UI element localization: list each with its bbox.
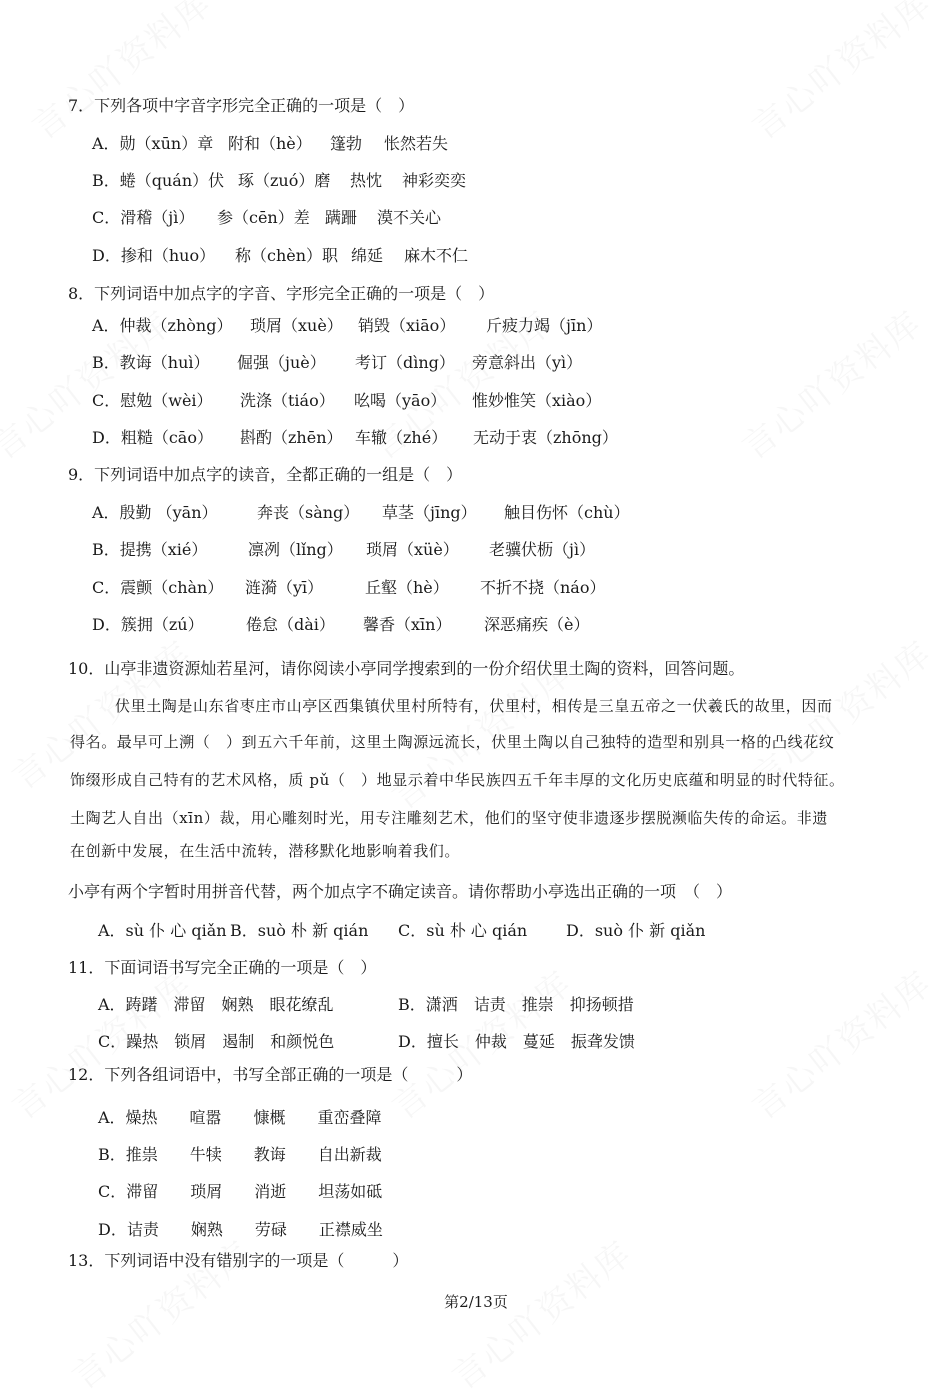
question-7-option-a[interactable]: A．勋（xūn）章 附和（hè） 篷勃 怅然若失: [92, 134, 449, 153]
question-11-option-a[interactable]: A．踌躇 滞留 娴熟 眼花缭乱: [98, 995, 334, 1014]
question-11-option-d[interactable]: D．擅长 仲裁 蔓延 振聋发馈: [398, 1032, 635, 1051]
question-11-option-b[interactable]: B．潇洒 诘责 推崇 抑扬顿措: [398, 995, 634, 1014]
question-10-options: [98, 921, 705, 941]
question-10-option-d[interactable]: D．suò 仆 新 qiǎn: [566, 921, 706, 940]
question-11-stem: 11．下面词语书写完全正确的一项是（ ）: [68, 958, 377, 977]
question-9-stem: 9．下列词语中加点字的读音，全都正确的一组是（ ）: [68, 465, 463, 484]
passage-line-3: 饰缀形成自己特有的艺术风格，质 pǔ（ ）地显示着中华民族四五千年丰厚的文化历史底蕴和明显的时代特征。: [70, 771, 845, 789]
question-8-option-c[interactable]: C．慰勉（wèi） 洗涤（tiáo） 吆喝（yāo） 惟妙惟笑（xiào）: [92, 391, 602, 410]
question-8-option-b[interactable]: B．教诲（huì） 倔强（juè） 考订（dìng） 旁意斜出（yì）: [92, 353, 583, 372]
question-7-option-c[interactable]: C．滑稽（jì） 参（cēn）差 蹒跚 漠不关心: [92, 208, 442, 227]
question-11-option-c[interactable]: C．躁热 锁屑 遏制 和颜悦色: [98, 1032, 335, 1051]
question-11-options-row-2: [98, 1032, 635, 1052]
passage-line-4: 土陶艺人自出（xīn）裁，用心雕刻时光，用专注雕刻艺术，他们的坚守使非遗逐步摆脱濒临失传的命运。非遗: [70, 809, 828, 827]
question-13-stem: 13．下列词语中没有错别字的一项是（ ）: [68, 1251, 409, 1270]
question-7-stem: 7．下列各项中字音字形完全正确的一项是（ ）: [68, 96, 415, 115]
page-number: 第2/13页: [444, 1293, 508, 1311]
question-12-option-c[interactable]: C．滞留 琐屑 消逝 坦荡如砥: [98, 1182, 383, 1201]
question-8-stem: 8．下列词语中加点字的字音、字形完全正确的一项是（ ）: [68, 284, 495, 303]
question-9-option-c[interactable]: C．震颤（chàn） 涟漪（yī） 丘壑（hè） 不折不挠（náo）: [92, 578, 606, 597]
question-9-option-d[interactable]: D．簇拥（zú） 倦怠（dài） 馨香（xīn） 深恶痛疾（è）: [92, 615, 590, 634]
question-10-option-b[interactable]: B．suò 朴 新 qián: [230, 921, 369, 940]
question-11-options-row-1: [98, 995, 634, 1015]
question-10-option-c[interactable]: C．sù 朴 心 qián: [398, 921, 528, 940]
question-10-sub-stem: 小亭有两个字暂时用拼音代替，两个加点字不确定读音。请你帮助小亭选出正确的一项 （ ）: [68, 882, 733, 901]
question-12-option-d[interactable]: D．诘责 娴熟 劳碌 正襟威坐: [98, 1220, 383, 1239]
passage-line-5: 在创新中发展，在生活中流转，潜移默化地影响着我们。: [70, 842, 461, 860]
question-7-option-b[interactable]: B．蜷（quán）伏 琢（zuó）磨 热忱 神彩奕奕: [92, 171, 467, 190]
question-8-option-a[interactable]: A．仲裁（zhòng） 琐屑（xuè） 销毁（xiāo） 斤疲力竭（jīn）: [92, 316, 603, 335]
question-7-option-d[interactable]: D．掺和（huo） 称（chèn）职 绵延 麻木不仁: [92, 246, 469, 265]
passage-line-1: 伏里土陶是山东省枣庄市山亭区西集镇伏里村所特有，伏里村，相传是三皇五帝之一伏羲氏的故里，因而: [115, 697, 833, 715]
question-8-option-d[interactable]: D．粗糙（cāo） 斟酌（zhēn） 车辙（zhé） 无动于衷（zhōng）: [92, 428, 618, 447]
question-12-option-b[interactable]: B．推祟 牛犊 教诲 自出新裁: [98, 1145, 382, 1164]
question-9-option-b[interactable]: B．提携（xié） 凛冽（lǐng） 琐屑（xüè） 老骥伏枥（jì）: [92, 540, 596, 559]
question-9-option-a[interactable]: A．殷勤 （yān） 奔丧（sàng） 草茎（jīng） 触目伤怀（chù）: [92, 503, 630, 522]
question-12-stem: 12．下列各组词语中，书写全部正确的一项是（ ）: [68, 1065, 473, 1084]
passage-line-2: 得名。最早可上溯（ ）到五六千年前，这里土陶源远流长，伏里土陶以自己独特的造型和别具一格的凸线花纹: [70, 733, 835, 751]
question-12-option-a[interactable]: A．燥热 喧嚣 慷概 重峦叠障: [98, 1108, 382, 1127]
question-10-stem: 10．山亭非遗资源灿若星河，请你阅读小亭同学搜索到的一份介绍伏里土陶的资料，回答问题。: [68, 659, 745, 678]
question-10-option-a[interactable]: A．sù 仆 心 qiǎn: [98, 921, 227, 940]
